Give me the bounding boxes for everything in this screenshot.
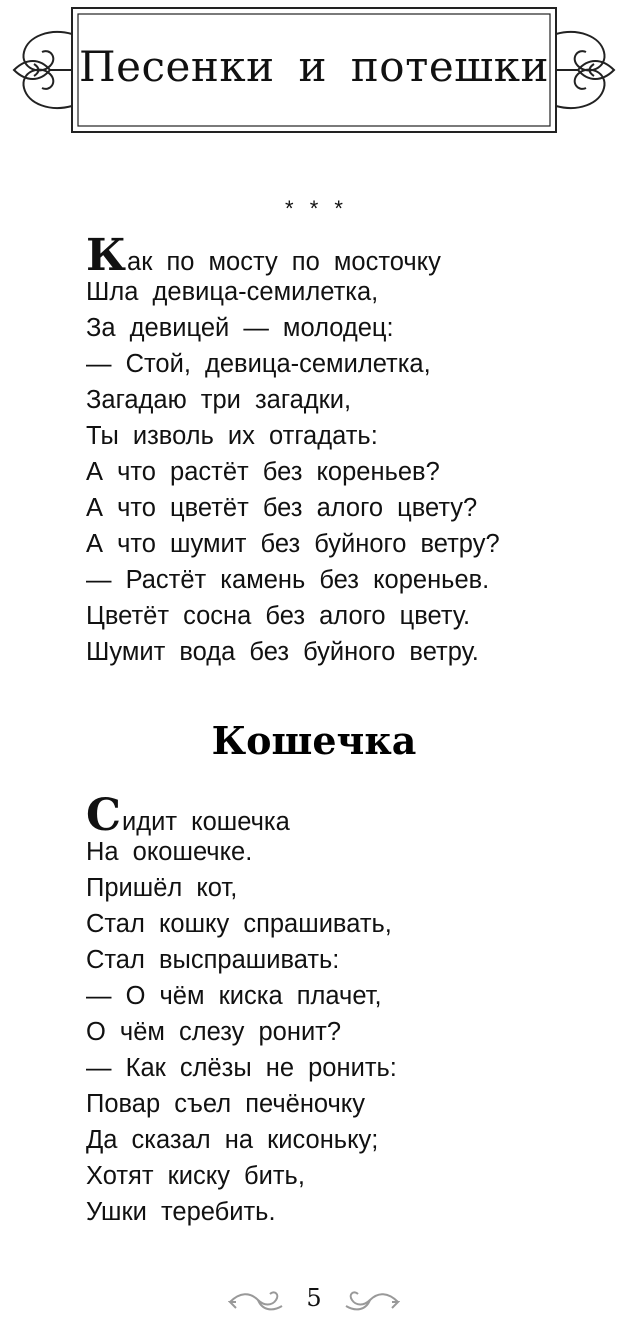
left-flourish-icon (228, 1286, 288, 1316)
poem-line: Ушки теребить. (86, 1198, 276, 1226)
poem-line: Пришёл кот, (86, 874, 238, 902)
dropcap: С (86, 790, 122, 841)
first-line-text: идит кошечка (122, 808, 290, 836)
page-footer (0, 1280, 628, 1320)
poem-line: Хотят киску бить, (86, 1162, 305, 1190)
poem-line: А что растёт без кореньев? (86, 458, 440, 486)
poem-line: Повар съел печёночку (86, 1090, 365, 1118)
poem-line: Шла девица-семилетка, (86, 278, 379, 306)
page-header-title: Песенки и потешки (79, 42, 549, 91)
first-line-text: ак по мосту по мосточку (127, 248, 441, 276)
poem-line: Цветёт сосна без алого цвету. (86, 602, 471, 630)
poem-line: На окошечке. (86, 838, 253, 866)
poem-line: Шумит вода без буйного ветру. (86, 638, 479, 666)
poem-line: А что цветёт без алого цвету? (86, 494, 478, 522)
poem-line: Ты изволь их отгадать: (86, 422, 378, 450)
poem-line: А что шумит без буйного ветру? (86, 530, 500, 558)
poem-line: — О чём киска плачет, (86, 982, 382, 1010)
section-separator-stars: * * * (285, 196, 343, 221)
poem-line: Да сказал на кисоньку; (86, 1126, 379, 1154)
page-number: 5 (306, 1284, 322, 1312)
poem-line: О чём слезу ронит? (86, 1018, 342, 1046)
poem-line: — Стой, девица-семилетка, (86, 350, 431, 378)
poem-line (86, 790, 397, 841)
poem-line: Стал выспрашивать: (86, 946, 340, 974)
poem-1 (86, 230, 500, 670)
poem-line: За девицей — молодец: (86, 314, 394, 342)
right-flourish-icon (340, 1286, 400, 1316)
poem-line: Загадаю три загадки, (86, 386, 352, 414)
poem-line: — Растёт камень без кореньев. (86, 566, 490, 594)
poem-line (86, 230, 500, 281)
poem-title: Кошечка (211, 718, 417, 763)
poem-line: — Как слёзы не ронить: (86, 1054, 397, 1082)
poem-2 (86, 790, 397, 1230)
poem-line: Стал кошку спрашивать, (86, 910, 392, 938)
dropcap: К (86, 230, 127, 281)
